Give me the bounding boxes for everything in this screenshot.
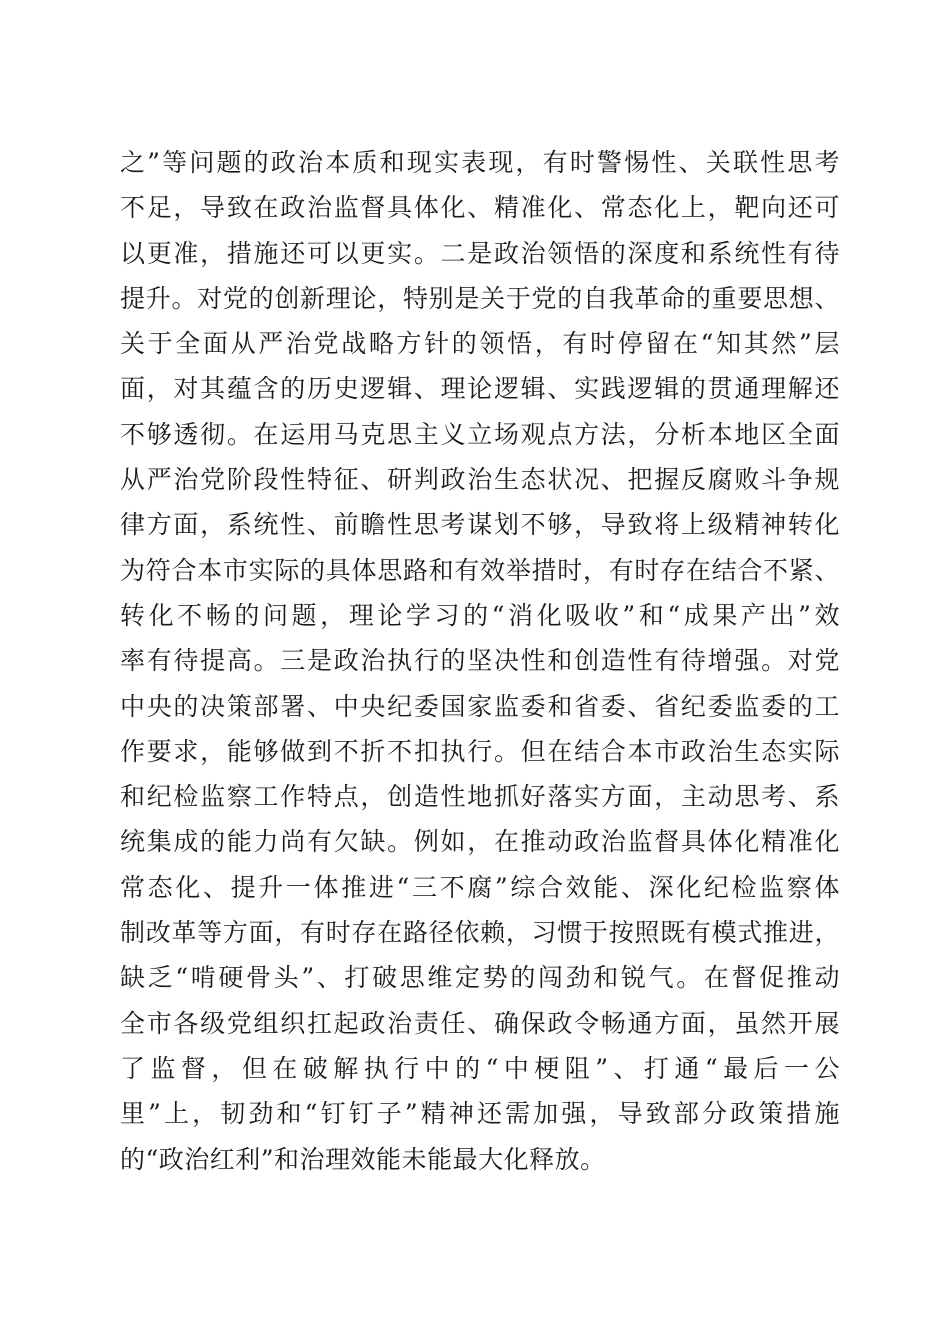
text-line: 不足，导致在政治监督具体化、精准化、常态化上，靶向还可 <box>120 193 840 223</box>
text-line: 缺乏“啃硬骨头”、打破思维定势的闯劲和锐气。在督促推动 <box>120 963 840 993</box>
text-line: 提升。对党的创新理论，特别是关于党的自我革命的重要思想、 <box>120 283 840 313</box>
text-line: 面，对其蕴含的历史逻辑、理论逻辑、实践逻辑的贯通理解还 <box>120 374 840 404</box>
text-line: 中央的决策部署、中央纪委国家监委和省委、省纪委监委的工 <box>120 691 840 721</box>
text-line: 律方面，系统性、前瞻性思考谋划不够，导致将上级精神转化 <box>120 510 840 540</box>
text-line: 统集成的能力尚有欠缺。例如，在推动政治监督具体化精准化 <box>120 827 840 857</box>
text-line: 的“政治红利”和治理效能未能最大化释放。 <box>120 1144 606 1174</box>
text-line: 以更准，措施还可以更实。二是政治领悟的深度和系统性有待 <box>120 238 840 268</box>
text-line: 转化不畅的问题，理论学习的“消化吸收”和“成果产出”效 <box>120 600 840 630</box>
text-line: 了监督，但在破解执行中的“中梗阻”、打通“最后一公 <box>120 1053 840 1083</box>
text-line: 不够透彻。在运用马克思主义立场观点方法，分析本地区全面 <box>120 419 840 449</box>
text-line: 关于全面从严治党战略方针的领悟，有时停留在“知其然”层 <box>120 329 840 359</box>
text-line: 从严治党阶段性特征、研判政治生态状况、把握反腐败斗争规 <box>120 465 840 495</box>
text-line: 之”等问题的政治本质和现实表现，有时警惕性、关联性思考 <box>120 148 840 177</box>
text-line: 作要求，能够做到不折不扣执行。但在结合本市政治生态实际 <box>120 736 840 766</box>
text-line: 率有待提高。三是政治执行的坚决性和创造性有待增强。对党 <box>120 646 840 676</box>
text-line: 全市各级党组织扛起政治责任、确保政令畅通方面，虽然开展 <box>120 1008 840 1038</box>
text-line: 常态化、提升一体推进“三不腐”综合效能、深化纪检监察体 <box>120 872 840 902</box>
body-paragraph <box>120 140 840 1182</box>
text-line: 里”上，韧劲和“钉钉子”精神还需加强，导致部分政策措施 <box>120 1099 840 1129</box>
text-line: 为符合本市实际的具体思路和有效举措时，有时存在结合不紧、 <box>120 555 840 585</box>
text-line: 制改革等方面，有时存在路径依赖，习惯于按照既有模式推进， <box>120 918 840 948</box>
text-line: 和纪检监察工作特点，创造性地抓好落实方面，主动思考、系 <box>120 782 840 812</box>
